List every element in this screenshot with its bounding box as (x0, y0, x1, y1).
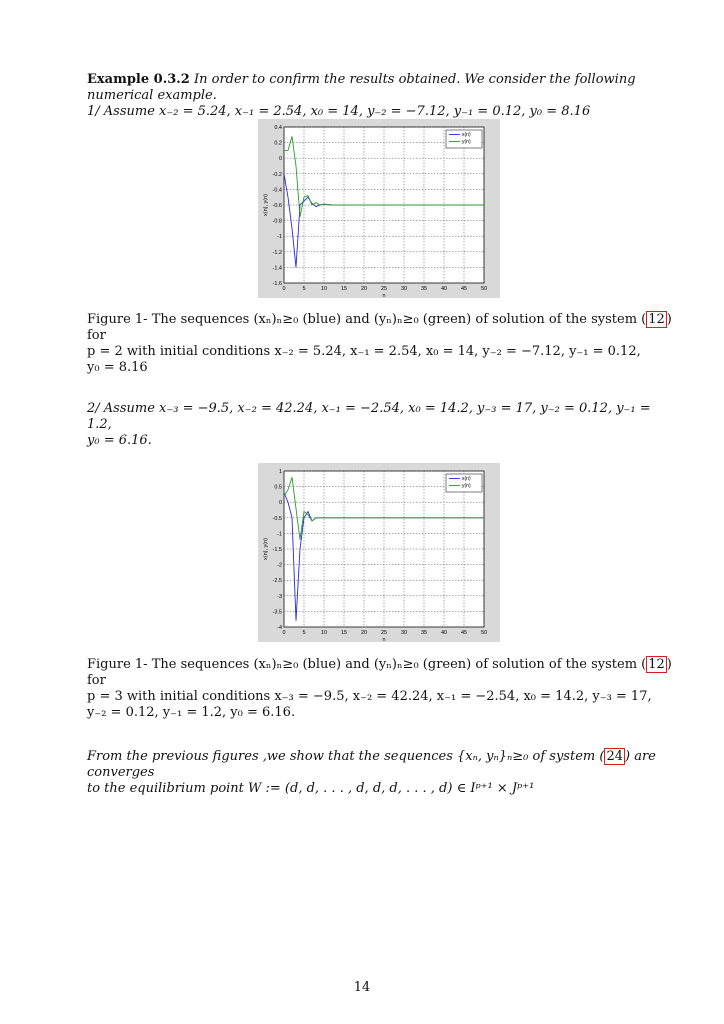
y-tick-label: -1.5 (272, 547, 282, 553)
x-tick-label: 50 (480, 630, 488, 636)
equation-ref-link[interactable]: 24 (606, 749, 623, 764)
x-tick-label: 10 (320, 630, 328, 636)
x-tick-label: 35 (420, 286, 428, 292)
caption-1-text: Figure 1- The sequences (xₙ)ₙ≥₀ (blue) and (yₙ)ₙ≥₀ (green) of solution of the system ( (87, 312, 647, 327)
x-axis-label: n (382, 293, 386, 298)
equation-ref-link[interactable]: 12 (648, 657, 665, 672)
y-tick-label: -2.5 (272, 578, 282, 585)
x-tick-label: 15 (340, 630, 348, 636)
caption-1-line2: p = 2 with initial conditions x₋₂ = 5.24, x₋₁ = 2.54, x₀ = 14, y₋₂ = −7.12, y₋₁ = 0.12, (87, 344, 641, 359)
legend-label: x(n) (462, 132, 471, 138)
x-tick-label: 20 (360, 630, 368, 636)
y-tick-label: 0 (278, 500, 282, 507)
caption-2-text: Figure 1- The sequences (xₙ)ₙ≥₀ (blue) and (yₙ)ₙ≥₀ (green) of solution of the system ( (87, 657, 647, 672)
equation-ref-link[interactable]: 12 (648, 312, 665, 327)
y-tick-label: -0.5 (272, 515, 282, 522)
caption-1-tail: ) for (87, 312, 672, 343)
caption-2-tail: ) for (87, 657, 672, 688)
x-tick-label: 40 (440, 630, 448, 636)
x-tick-label: 40 (440, 286, 448, 292)
x-tick-label: 30 (400, 286, 408, 292)
y-tick-label: -0.4 (272, 187, 282, 194)
x-tick-label: 5 (302, 630, 306, 636)
assumption-1: 1/ Assume x₋₂ = 5.24, x₋₁ = 2.54, x₀ = 14, y₋₂ = −7.12, y₋₁ = 0.12, y₀ = 8.16 (87, 104, 591, 119)
page-number: 14 (353, 980, 371, 995)
y-axis-label: x(n), y(n) (263, 194, 269, 216)
caption-2-line2: p = 3 with initial conditions x₋₃ = −9.5, x₋₂ = 42.24, x₋₁ = −2.54, x₀ = 14.2, y₋₃ = 17, (87, 689, 652, 704)
assumption-2-line2: y₀ = 6.16. (87, 433, 152, 448)
conclusion-text: From the previous figures ,we show that the sequences {xₙ, yₙ}ₙ≥₀ of system ( (87, 749, 605, 764)
y-tick-label: 0.5 (274, 484, 282, 491)
figure-2-chart (258, 463, 500, 642)
y-tick-label: 0.2 (274, 140, 282, 147)
y-tick-label: -0.8 (272, 218, 282, 225)
figure-1-chart (258, 119, 500, 298)
y-tick-label: -1 (277, 234, 282, 241)
x-tick-label: 30 (400, 630, 408, 636)
example-header (87, 72, 677, 120)
x-tick-label: 50 (480, 286, 488, 292)
figure-1 (258, 119, 500, 298)
example-intro: In order to confirm the results obtained. We consider the following numerical example. (87, 72, 636, 103)
x-axis-label: n (382, 637, 386, 642)
figure-1-caption (87, 312, 677, 376)
y-tick-label: -1.6 (272, 281, 282, 287)
y-tick-label: -1 (277, 531, 282, 538)
caption-1-line3: y₀ = 8.16 (87, 360, 148, 375)
x-tick-label: 10 (320, 286, 328, 292)
y-tick-label: 1 (278, 469, 282, 475)
assumption-2-line1: 2/ Assume x₋₃ = −9.5, x₋₂ = 42.24, x₋₁ = −2.54, x₀ = 14.2, y₋₃ = 17, y₋₂ = 0.12, y₋₁ = 1.2, (87, 401, 651, 432)
y-tick-label: 0.4 (274, 125, 282, 131)
x-tick-label: 45 (460, 630, 468, 636)
figure-2-caption (87, 657, 677, 721)
y-tick-label: -3 (277, 593, 282, 600)
figure-2 (258, 463, 500, 642)
x-tick-label: 25 (380, 630, 388, 636)
x-tick-label: 35 (420, 630, 428, 636)
caption-2-line3: y₋₂ = 0.12, y₋₁ = 1.2, y₀ = 6.16. (87, 705, 296, 720)
conclusion-line2: to the equilibrium point W := (d, d, . . . , d, d, d, . . . , d) ∈ Iᵖ⁺¹ × Jᵖ⁺¹ (87, 781, 535, 796)
conclusion-tail: ) are converges (87, 749, 656, 780)
y-tick-label: -3.5 (272, 609, 282, 616)
y-tick-label: -1.2 (272, 249, 282, 256)
legend-label: y(n) (462, 139, 471, 145)
y-axis-label: x(n), y(n) (263, 538, 269, 560)
assumption-2 (87, 401, 677, 449)
y-tick-label: -0.2 (272, 171, 282, 178)
x-tick-label: 25 (380, 286, 388, 292)
y-tick-label: -0.6 (272, 203, 282, 209)
conclusion-paragraph (87, 749, 677, 797)
y-tick-label: 0 (278, 156, 282, 163)
x-tick-label: 0 (282, 286, 286, 292)
x-tick-label: 45 (460, 286, 468, 292)
legend-label: y(n) (462, 483, 471, 489)
example-heading: Example 0.3.2 (87, 72, 190, 87)
x-tick-label: 20 (360, 286, 368, 292)
x-tick-label: 0 (282, 630, 286, 636)
y-tick-label: -4 (277, 625, 282, 631)
x-tick-label: 15 (340, 286, 348, 292)
legend-label: x(n) (462, 476, 471, 482)
x-tick-label: 5 (302, 286, 306, 292)
y-tick-label: -2 (277, 562, 282, 569)
y-tick-label: -1.4 (272, 265, 282, 272)
